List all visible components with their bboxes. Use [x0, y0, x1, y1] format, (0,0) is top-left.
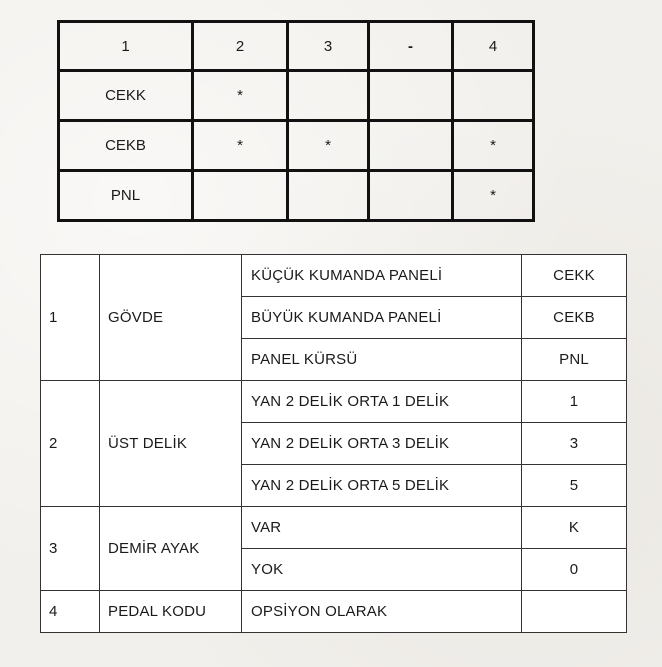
group-name: DEMİR AYAK — [100, 507, 242, 591]
matrix-cell — [369, 71, 453, 121]
option-description: OPSİYON OLARAK — [242, 591, 522, 633]
group-name: PEDAL KODU — [100, 591, 242, 633]
matrix-cell: * — [193, 71, 288, 121]
matrix-cell — [453, 71, 534, 121]
table-row — [41, 591, 627, 633]
option-code: 0 — [522, 549, 627, 591]
matrix-cell — [193, 171, 288, 221]
option-description: VAR — [242, 507, 522, 549]
matrix-row — [59, 121, 534, 171]
table-row — [41, 381, 627, 423]
option-code: CEKK — [522, 255, 627, 297]
option-description: YAN 2 DELİK ORTA 1 DELİK — [242, 381, 522, 423]
matrix-header-cell: 3 — [288, 22, 369, 71]
option-description: PANEL KÜRSÜ — [242, 339, 522, 381]
compatibility-matrix — [57, 20, 535, 222]
option-code: K — [522, 507, 627, 549]
matrix-cell: * — [453, 171, 534, 221]
group-number: 4 — [41, 591, 100, 633]
table-row — [41, 507, 627, 549]
group-name: ÜST DELİK — [100, 381, 242, 507]
group-number: 2 — [41, 381, 100, 507]
group-number: 1 — [41, 255, 100, 381]
matrix-cell — [288, 171, 369, 221]
option-code: CEKB — [522, 297, 627, 339]
option-description: YOK — [242, 549, 522, 591]
matrix-cell: * — [193, 121, 288, 171]
option-description: KÜÇÜK KUMANDA PANELİ — [242, 255, 522, 297]
matrix-row-label: PNL — [59, 171, 193, 221]
matrix-cell — [369, 121, 453, 171]
matrix-row-label: CEKK — [59, 71, 193, 121]
matrix-row-label: CEKB — [59, 121, 193, 171]
matrix-cell: * — [288, 121, 369, 171]
matrix-header-cell: 1 — [59, 22, 193, 71]
option-code: PNL — [522, 339, 627, 381]
option-description: YAN 2 DELİK ORTA 3 DELİK — [242, 423, 522, 465]
option-code: 1 — [522, 381, 627, 423]
matrix-cell: * — [453, 121, 534, 171]
matrix-cell — [288, 71, 369, 121]
group-number: 3 — [41, 507, 100, 591]
matrix-row — [59, 71, 534, 121]
matrix-cell — [369, 171, 453, 221]
option-code: 3 — [522, 423, 627, 465]
option-description: YAN 2 DELİK ORTA 5 DELİK — [242, 465, 522, 507]
matrix-header-cell: 4 — [453, 22, 534, 71]
product-code-table — [40, 254, 627, 633]
matrix-row — [59, 171, 534, 221]
option-code — [522, 591, 627, 633]
matrix-header-row — [59, 22, 534, 71]
matrix-header-cell: - — [369, 22, 453, 71]
matrix-header-cell: 2 — [193, 22, 288, 71]
option-description: BÜYÜK KUMANDA PANELİ — [242, 297, 522, 339]
group-name: GÖVDE — [100, 255, 242, 381]
option-code: 5 — [522, 465, 627, 507]
table-row — [41, 255, 627, 297]
